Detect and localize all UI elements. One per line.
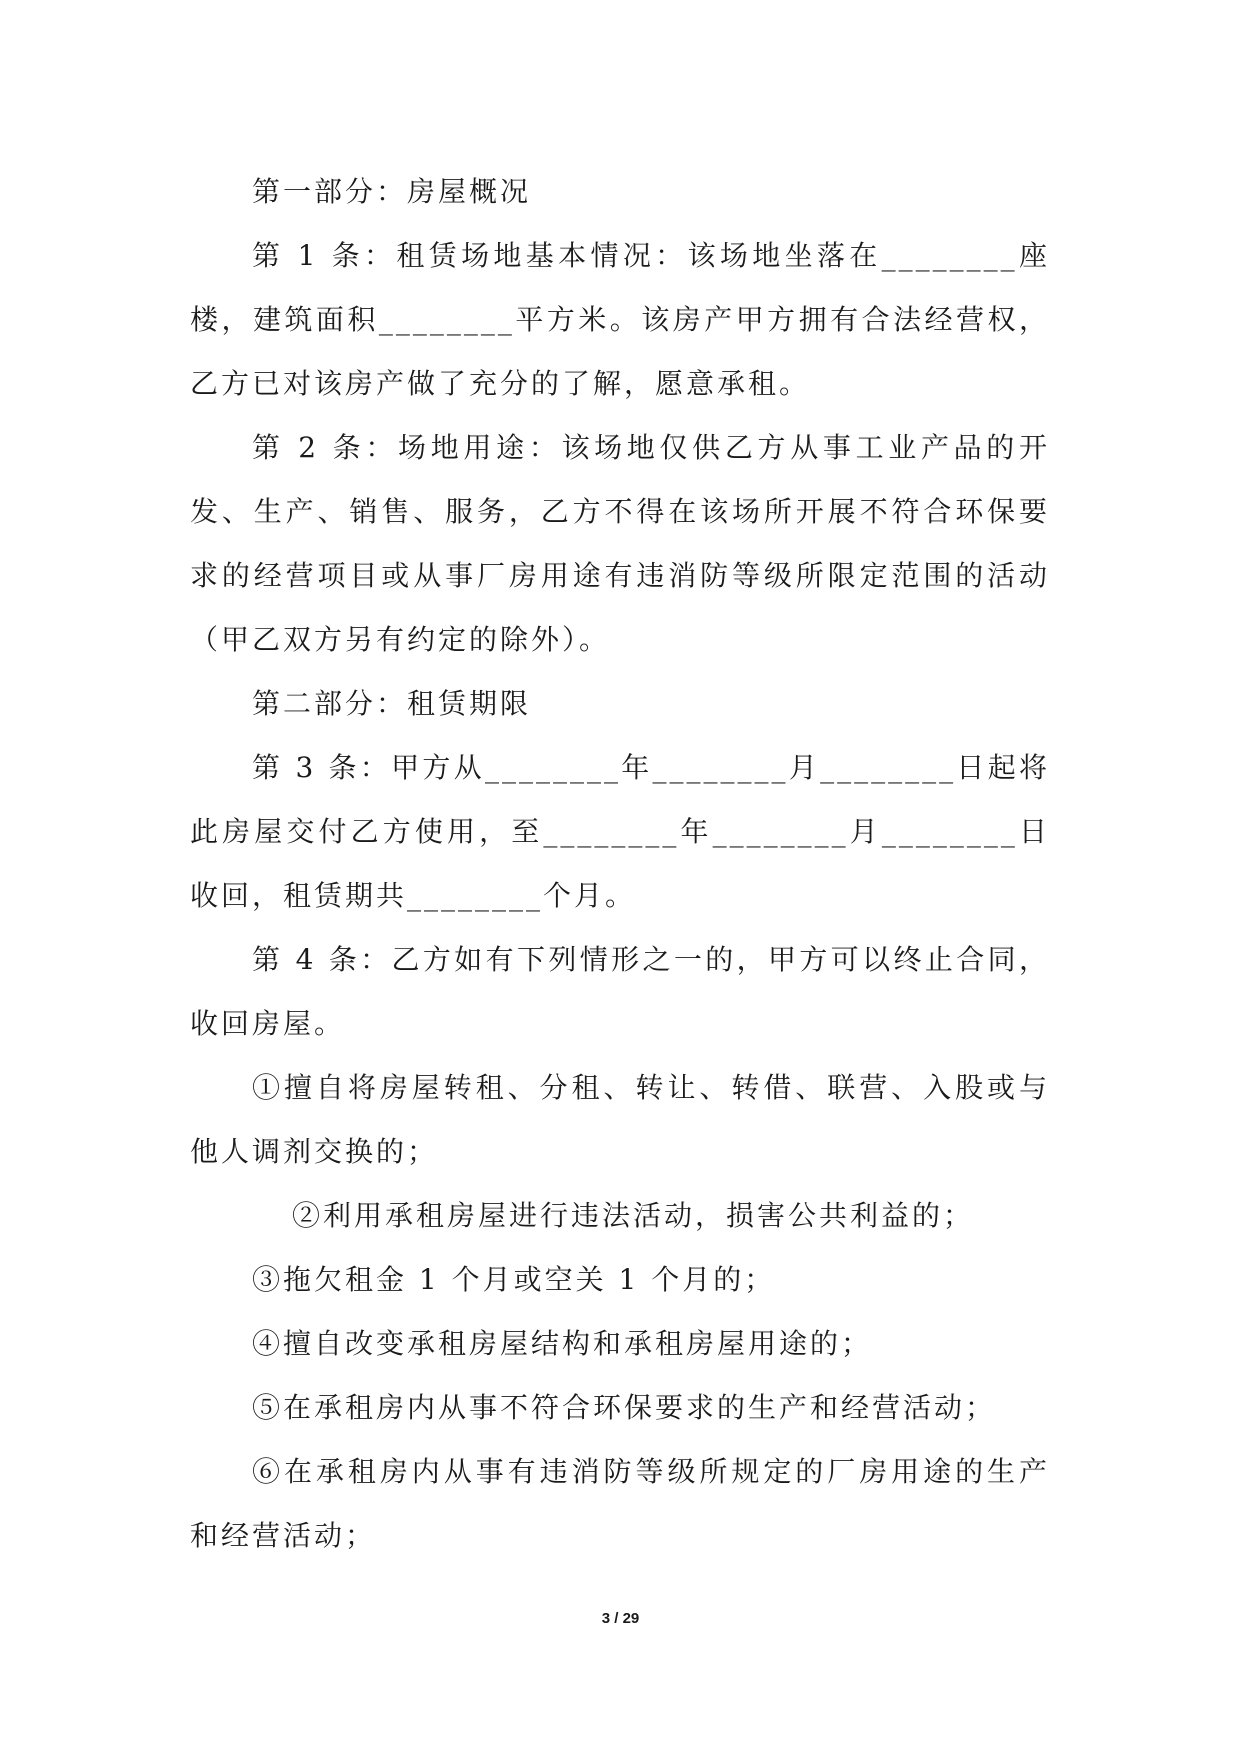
section-heading-1: 第一部分：房屋概况 — [252, 175, 532, 208]
article-3: 第 3 条：甲方从________年________月________日起将此房屋交付乙方使用，至________年________月________日收回，租赁期共________个月。 — [190, 751, 1050, 912]
clause-item-3: ③拖欠租金 1 个月或空关 1 个月的； — [252, 1263, 776, 1296]
page-number: 3 / 29 — [601, 1610, 640, 1627]
clause-item-1: ①擅自将房屋转租、分租、转让、转借、联营、入股或与他人调剂交换的； — [190, 1071, 1050, 1168]
article-2: 第 2 条：场地用途：该场地仅供乙方从事工业产品的开发、生产、销售、服务，乙方不得在该场所开展不符合环保要求的经营项目或从事厂房用途有违消防等级所限定范围的活动（甲乙双方另有约定的除外）。 — [190, 431, 1050, 656]
clause-item-5: ⑤在承租房内从事不符合环保要求的生产和经营活动； — [252, 1391, 997, 1424]
document-body — [190, 160, 1050, 1568]
clause-item-2: ②利用承租房屋进行违法活动，损害公共利益的； — [292, 1199, 975, 1232]
article-1: 第 1 条：租赁场地基本情况：该场地坐落在________座楼，建筑面积________平方米。该房产甲方拥有合法经营权，乙方已对该房产做了充分的了解，愿意承租。 — [190, 239, 1050, 400]
section-heading-2: 第二部分：租赁期限 — [252, 687, 532, 720]
clause-item-4: ④擅自改变承租房屋结构和承租房屋用途的； — [252, 1327, 873, 1360]
clause-item-6: ⑥在承租房内从事有违消防等级所规定的厂房用途的生产和经营活动； — [190, 1455, 1050, 1552]
article-4: 第 4 条：乙方如有下列情形之一的，甲方可以终止合同，收回房屋。 — [190, 943, 1050, 1040]
